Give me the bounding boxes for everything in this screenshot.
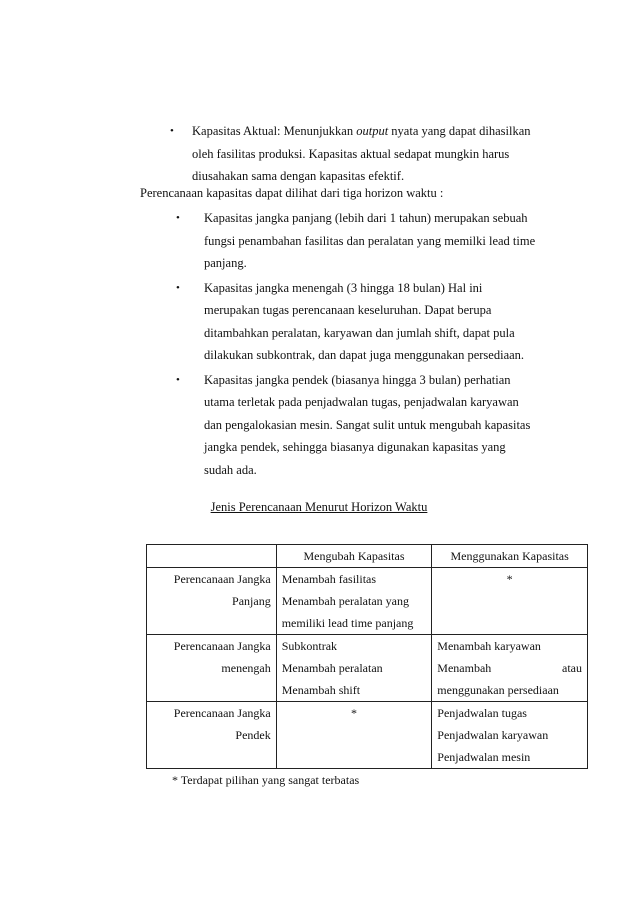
bullet-marker: •: [170, 125, 174, 137]
menggunakan-cell: Menambah karyawan Menambah atau menggunakan persediaan: [432, 635, 588, 702]
header-cell-menggunakan: Menggunakan Kapasitas: [432, 545, 588, 568]
table-caption: Jenis Perencanaan Menurut Horizon Waktu: [210, 500, 428, 514]
short-term-bullet: [140, 369, 560, 482]
mengubah-cell: Subkontrak Menambah peralatan Menambah shift: [276, 635, 432, 702]
long-term-bullet: [140, 207, 560, 275]
horizon-bullets: [140, 207, 560, 481]
bullet-paragraph: [192, 120, 560, 188]
horizon-intro: Perencanaan kapasitas dapat dilihat dari tiga horizon waktu :: [140, 186, 444, 200]
row-label: Perencanaan Jangka Panjang: [147, 568, 277, 635]
bullet-line: panjang.: [204, 256, 247, 270]
output-emphasis: output: [356, 124, 389, 138]
bullet-line: sudah ada.: [204, 462, 257, 477]
bullet-line: Kapasitas jangka menengah (3 hingga 18 bulan) Hal ini: [204, 280, 483, 295]
mengubah-cell: Menambah fasilitas Menambah peralatan yang memiliki lead time panjang: [276, 568, 432, 635]
bullet-line: dan pengalokasian mesin. Sangat sulit untuk mengubah kapasitas: [204, 417, 531, 432]
bullet-line: utama terletak pada penjadwalan tugas, penjadwalan karyawan: [204, 395, 519, 409]
header-cell-empty: [147, 545, 277, 568]
table-header-row: [147, 545, 588, 568]
bullet-marker: •: [176, 281, 180, 294]
bullet-line: Kapasitas jangka pendek (biasanya hingga 3 bulan) perhatian: [204, 372, 511, 387]
bullet-marker: •: [176, 373, 180, 386]
table-row: [147, 635, 588, 702]
bullet-line: dilakukan subkontrak, dan dapat juga menggunakan persediaan.: [204, 348, 525, 362]
table-row: [147, 568, 588, 635]
table-footnote: * Terdapat pilihan yang sangat terbatas: [172, 773, 360, 787]
bullet-line: fungsi penambahan fasilitas dan peralatan yang memilki lead time: [204, 233, 536, 248]
bullet-line: jangka pendek, sehingga biasanya digunakan kapasitas yang: [204, 440, 506, 454]
bullet-line-3: diusahakan sama dengan kapasitas efektif.: [192, 169, 405, 183]
table-row: [147, 702, 588, 769]
menggunakan-cell: *: [432, 568, 588, 635]
row-label: Perencanaan Jangka menengah: [147, 635, 277, 702]
actual-capacity-bullet: [140, 120, 560, 188]
bullet-line-2: oleh fasilitas produksi. Kapasitas aktual sedapat mungkin harus: [192, 146, 510, 161]
bullet-line: ditambahkan peralatan, karyawan dan jumlah shift, dapat pula: [204, 325, 515, 340]
header-cell-mengubah: Mengubah Kapasitas: [276, 545, 432, 568]
mengubah-cell: *: [276, 702, 432, 769]
medium-term-bullet: [140, 277, 560, 367]
row-label: Perencanaan Jangka Pendek: [147, 702, 277, 769]
bullet-line: Kapasitas jangka panjang (lebih dari 1 tahun) merupakan sebuah: [204, 211, 528, 225]
bullet-marker: •: [176, 212, 180, 224]
horizon-table: [146, 544, 588, 769]
menggunakan-cell: Penjadwalan tugas Penjadwalan karyawan Penjadwalan mesin: [432, 702, 588, 769]
bullet-line-1: Kapasitas Aktual: Menunjukkan output nyata yang dapat dihasilkan: [192, 124, 531, 138]
bullet-line: merupakan tugas perencanaan keseluruhan. Dapat berupa: [204, 303, 492, 317]
